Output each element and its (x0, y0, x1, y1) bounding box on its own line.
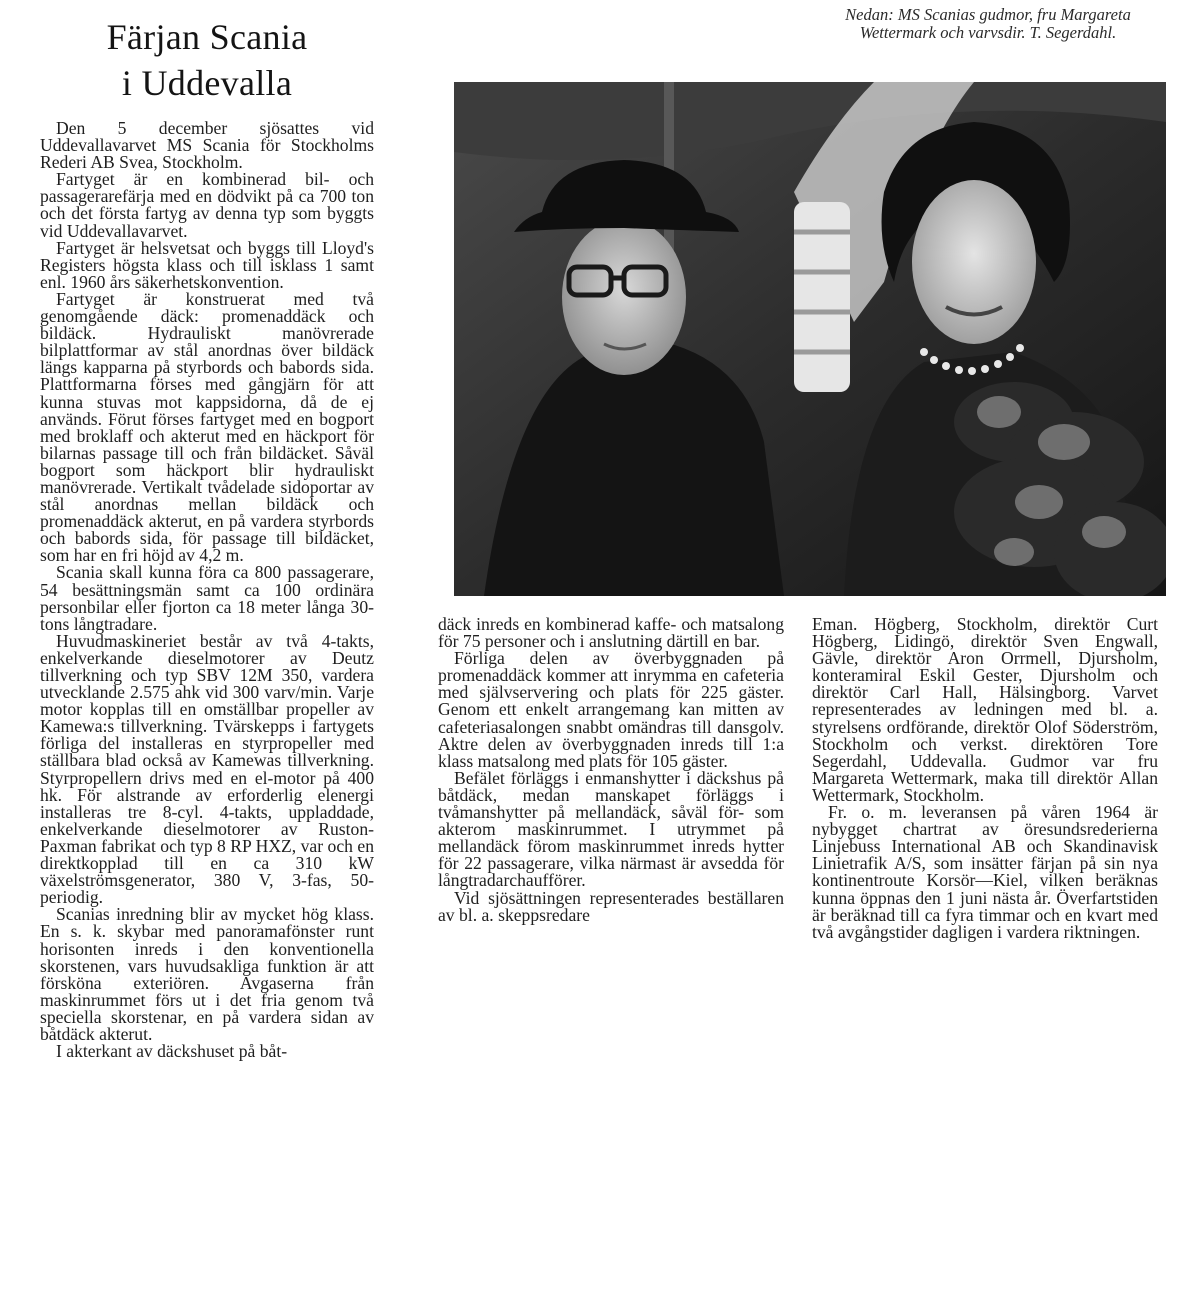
headline-line-1: Färjan Scania (106, 17, 308, 57)
column-1-text (40, 120, 374, 1060)
photo-caption: Nedan: MS Scanias gudmor, fru Margareta Wettermark och varvsdir. T. Segerdahl. (845, 5, 1131, 42)
paragraph: Fartyget är helsvetsat och byggs till Lloyd's Registers högsta klass och till isklass 1 samt enl. 1960 års säkerhetskonvention. (40, 237, 374, 292)
paragraph: I akterkant av däckshuset på båt- (56, 1041, 288, 1062)
paragraph: Huvudmaskineriet består av två 4-takts, enkelverkande dieselmotorer av Deutz tillverkning och typ SBV 12M 350, vardera utvecklande 2.575 ahk vid 300 varv/min. Varje motor kopplas till en omställbar propeller av Kamewa:s tillverkning. Tvärskepps i fartygets förliga del installeras en styrpropeller med ställbara blad också av Kamewas tillverkning. Styrpropellern drivs med en el-motor på 400 hk. För alstrande av erforderlig elenergi installeras tre 8-cyl. 4-takts, uppladdade, enkelverkande dieselmotorer av Ruston-Paxman fabrikat och typ 8 RP HXZ, var och en direktkopplad till en ca 310 kW växelströmsgenerator, 380 V, 3-fas, 50-periodig. (40, 630, 374, 908)
paragraph: Scanias inredning blir av mycket hög klass. En s. k. skybar med panoramafönster runt horisonten inreds i den konventionella skorstenen, vars huvudsakliga funktion är att försköna exteriören. Avgaserna från maskinrummet förs ut i det fria genom två speciella skorstenar, en på vardera sidan av båtdäck akterut. (40, 904, 374, 1044)
article-headline (40, 14, 374, 106)
photo-illustration (454, 82, 1166, 596)
paragraph: däck inreds en kombinerad kaffe- och matsalong för 75 personer och i anslutning därtill en bar. (438, 614, 784, 652)
paragraph: Befälet förläggs i enmanshytter i däckshus på båtdäck, medan manskapet förläggs i tvåmanshytter på mellandäck, såväl för- som akterom maskinrummet. I utrymmet på mellandäck förom maskinrummet inreds hytter för 22 passagerare, vilka närmast är avsedda för långtradarchaufförer. (438, 767, 784, 891)
article-column-1 (40, 14, 374, 1060)
launch-photo (454, 82, 1166, 596)
paragraph: Vid sjösättningen representerades beställaren av bl. a. skeppsredare (438, 887, 784, 925)
paragraph: Fartyget är konstruerat med två genomgående däck: promenaddäck och bildäck. Hydrauliskt manövrerade bilplattformar av stål anordnas över bildäck längs kapparna på styrbords och babords sida. Plattformarna förses med gångjärn för att kunna stuvas mot kappsidorna, då de ej används. Förut förses fartyget med en bogport med broklaff och akterut med en häckport för bilarnas passage till och från bildäcket. Såväl bogport som häckport blir hydrauliskt manövrerade. Vertikalt tvådelade sidoportar av stål anordnas mellan bildäck och promenaddäck akterut, en på vardera styrbords och babords sida, för passage till bildäcket, som har en fri höjd av 4,2 m. (40, 288, 374, 566)
paragraph: Eman. Högberg, Stockholm, direktör Curt Högberg, Lidingö, direktör Sven Engwall, Gävle, direktör Aron Orrmell, Djursholm, konteramiral Eskil Gester, Djursholm och direktör Carl Hall, Hälsingborg. Varvet representerades av ledningen med bl. a. styrelsens ordförande, direktör Olof Söderström, Stockholm och verkst. direktören Tore Segerdahl, Uddevalla. Gudmor var fru Margareta Wettermark, maka till direktör Allan Wettermark, Stockholm. (812, 614, 1158, 805)
paragraph: Fartyget är en kombinerad bil- och passagerarefärja med en dödvikt på ca 700 ton och det första fartyg av denna typ som byggts vid Uddevallavarvet. (40, 169, 374, 241)
headline-line-2: i Uddevalla (121, 63, 293, 103)
article-column-2 (438, 616, 784, 924)
paragraph: Den 5 december sjösattes vid Uddevallavarvet MS Scania för Stockholms Rederi AB Svea, Stockholm. (40, 118, 374, 173)
paragraph: Scania skall kunna föra ca 800 passagerare, 54 besättningsmän samt ca 100 ordinära personbilar eller fjorton ca 18 meter långa 30-tons långtradare. (40, 562, 374, 634)
article-column-3 (812, 616, 1158, 941)
paragraph: Förliga delen av överbyggnaden på promenaddäck kommer att inrymma en cafeteria med självservering och plats för 225 gäster. Genom ett enkelt arrangemang kan mitten av cafeteriasalongen snabbt omändras till dansgolv. Aktre delen av överbyggnaden inreds till 1:a klass matsalong med plats för 105 gäster. (438, 648, 784, 771)
paragraph: Fr. o. m. leveransen på våren 1964 är nybygget chartrat av öresundsrederierna Linjebuss International AB och Skandinavisk Linietrafik A/S, som insätter färjan på sin nya kontinentroute Korsör—Kiel, vilken beräknas kunna öppnas den 1 juni nästa år. Överfartstiden är beräknad till ca fyra timmar och en kvart med två avgångstider dagligen i vardera riktningen. (812, 802, 1158, 942)
